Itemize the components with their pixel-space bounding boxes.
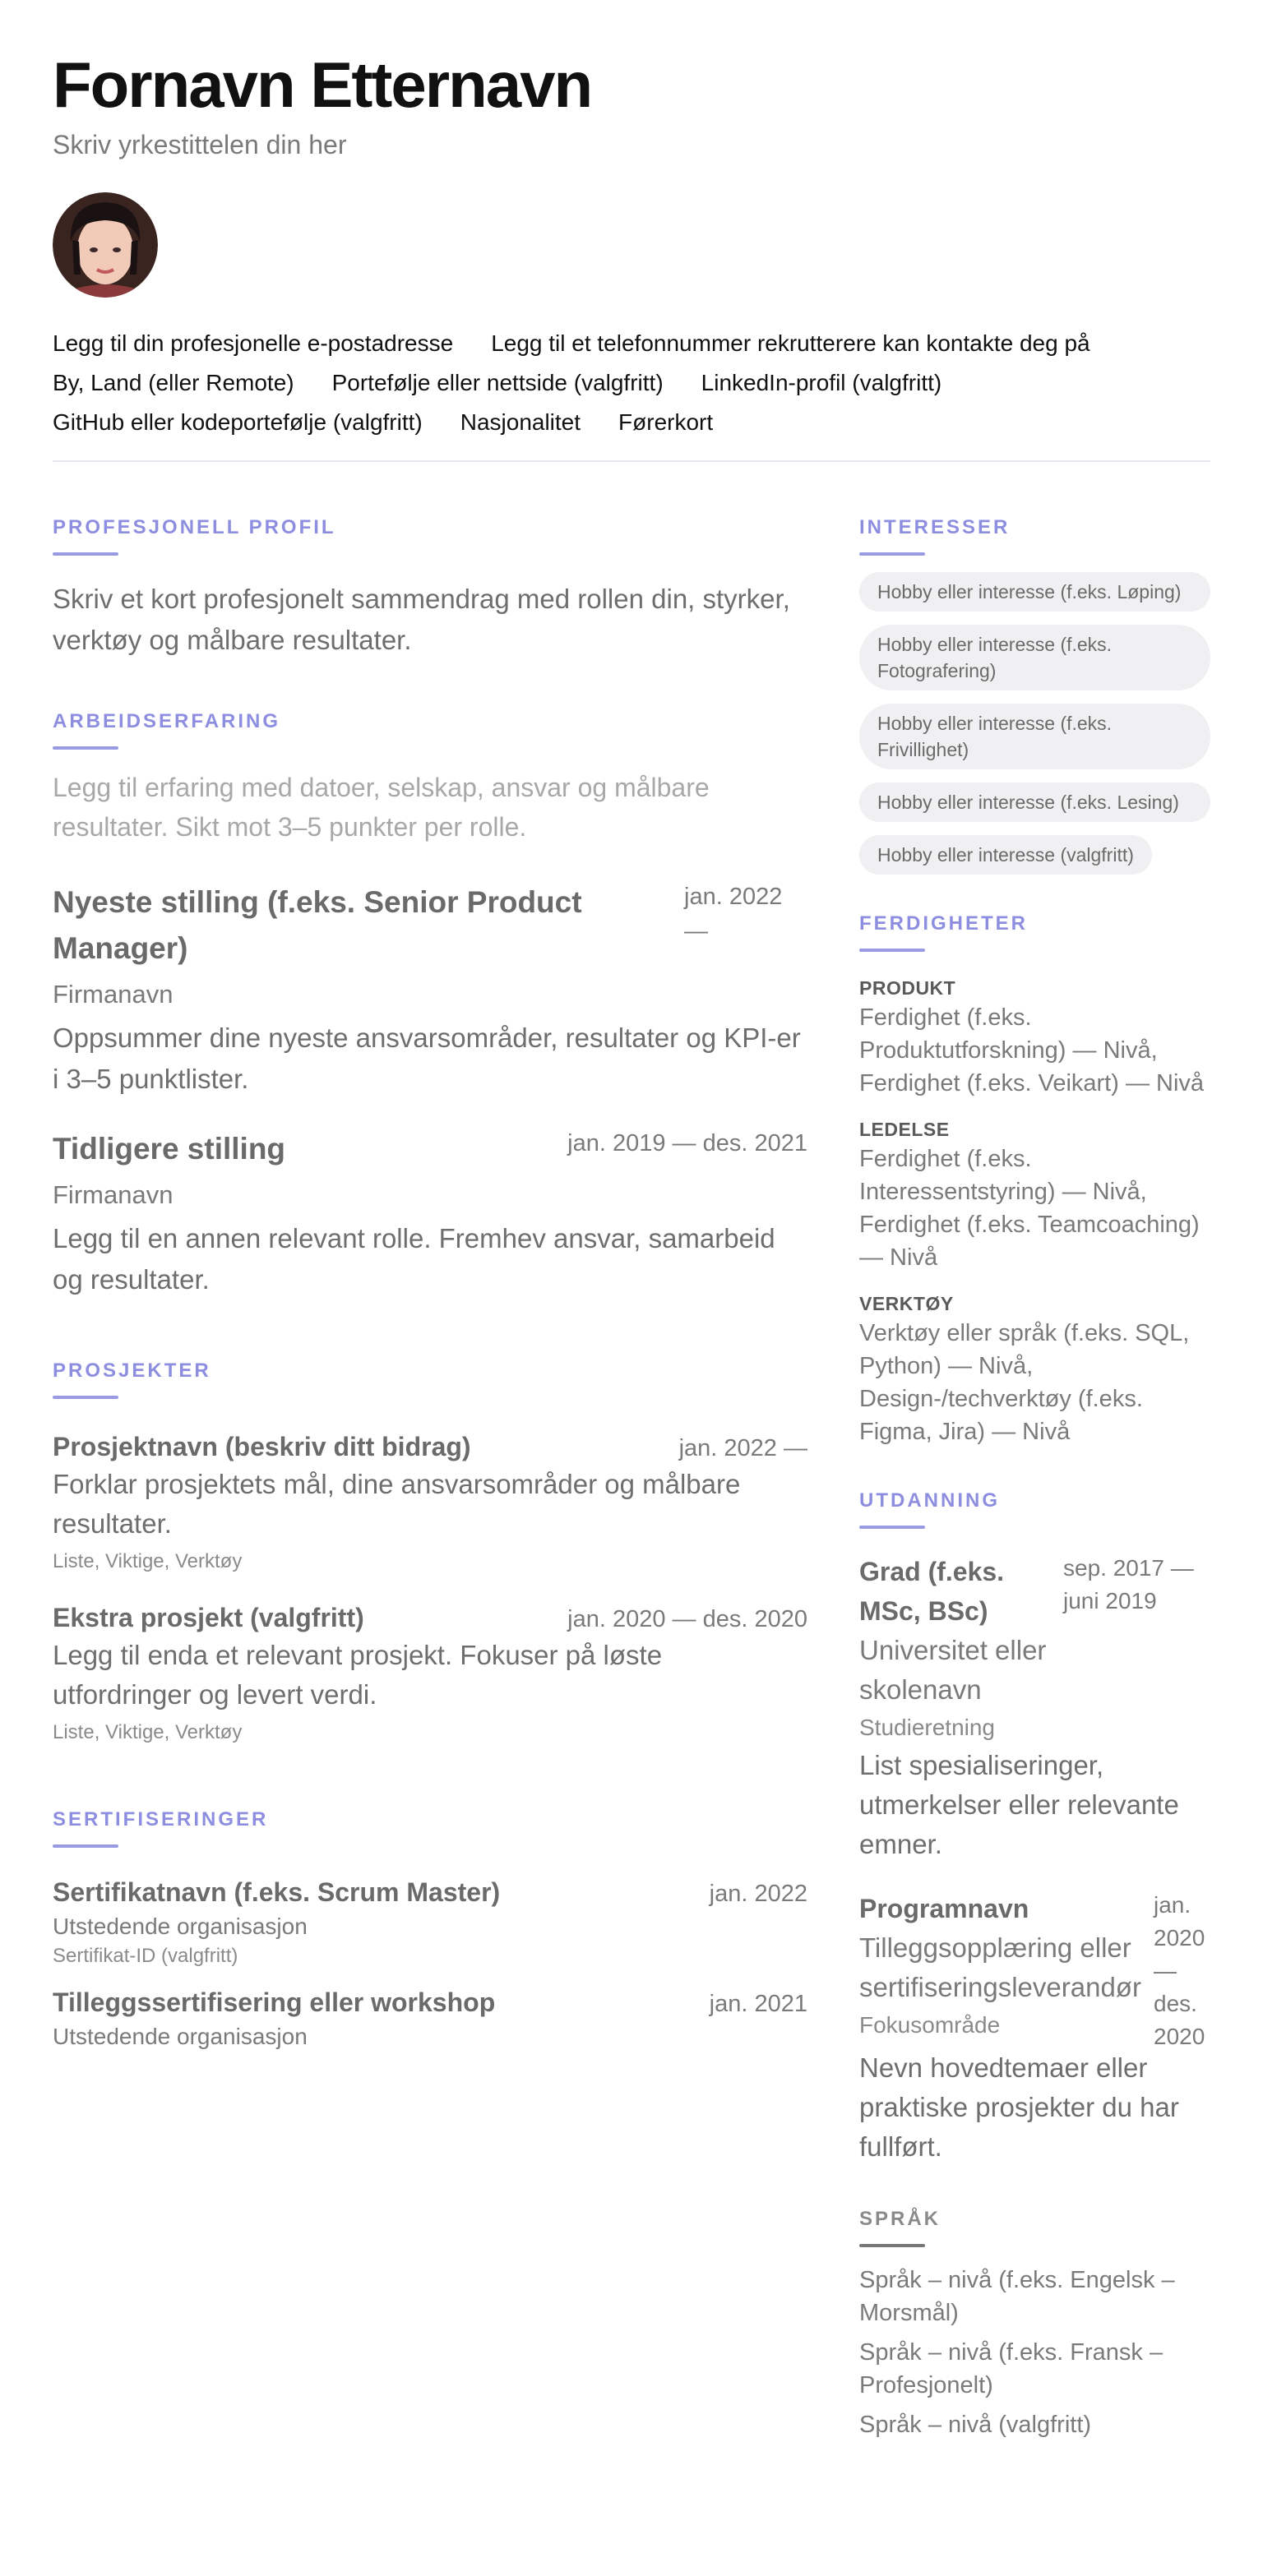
job-company: Firmanavn [53,1180,173,1209]
sidebar-column [859,515,1210,2441]
project-entry [53,1429,807,1577]
contact-row [53,403,1228,442]
interest-chip: Hobby eller interesse (f.eks. Frivillighet) [859,704,1210,769]
project-name: Prosjektnavn (beskriv ditt bidrag) [53,1432,471,1461]
education-description: Nevn hovedtemaer eller praktiske prosjekter du har fullført. [859,2052,1179,2162]
languages-section [859,2206,1210,2441]
certification-name: Sertifikatnavn (f.eks. Scrum Master) [53,1877,501,1907]
job-date: jan. 2019 — des. 2021 [567,1130,807,1156]
contact-location: By, Land (eller Remote) [53,370,294,395]
certification-entry [53,1874,807,1969]
section-rule [53,552,118,556]
main-column [53,515,807,2053]
contact-nationality: Nasjonalitet [460,409,581,435]
header-divider [53,460,1210,462]
contact-row [53,363,1228,403]
skill-group-label: VERKTØY [859,1293,954,1314]
project-date: jan. 2022 — [678,1435,807,1461]
resume-header [53,48,1210,442]
section-rule [53,1844,118,1848]
education-date: jan. 2020 — des. 2020 [1154,1892,1205,2049]
education-date: sep. 2017 — juni 2019 [1063,1555,1194,1613]
contact-email: Legg til din profesjonelle e-postadresse [53,330,454,356]
project-tags: Liste, Viktige, Verktøy [53,1550,243,1572]
contact-phone: Legg til et telefonnummer rekrutterere kan kontakte deg på [491,330,1090,356]
certification-issuer: Utstedende organisasjon [53,2024,308,2049]
skill-group [859,1290,1210,1448]
project-date: jan. 2020 — des. 2020 [567,1606,807,1632]
certification-name: Tilleggssertifisering eller workshop [53,1987,496,2017]
section-title: PROSJEKTER [53,1360,211,1382]
education-field: Studieretning [859,1715,996,1740]
certification-date: jan. 2022 [709,1881,807,1907]
skill-group-text: Verktøy eller språk (f.eks. SQL, Python) — Nivå, Design-/techverktøy (f.eks. Figma, Jira) — Nivå [859,1320,1190,1445]
section-title: FERDIGHETER [859,912,1029,935]
section-title: PROFESJONELL PROFIL [53,516,336,538]
job-entry [53,879,807,1100]
language-item: Språk – nivå (f.eks. Engelsk – Morsmål) [859,2267,1175,2326]
education-school: Universitet eller skolenavn [859,1635,1047,1705]
language-item: Språk – nivå (f.eks. Fransk – Profesjonelt) [859,2339,1164,2398]
profile-summary: Skriv et kort profesjonelt sammendrag med rollen din, styrker, verktøy og målbare resultater. [53,584,790,655]
job-description: Oppsummer dine nyeste ansvarsområder, resultater og KPI-er i 3–5 punktlister. [53,1023,801,1094]
certification-issuer: Utstedende organisasjon [53,1914,308,1939]
candidate-name: Fornavn Etternavn [53,48,592,121]
section-rule [53,1396,118,1399]
section-title: UTDANNING [859,1489,1000,1512]
section-rule [859,552,925,556]
project-description: Forklar prosjektets mål, dine ansvarsområder og målbare resultater. [53,1469,741,1539]
section-title: INTERESSER [859,516,1011,538]
job-role: Tidligere stilling [53,1132,286,1166]
skills-section [859,911,1210,1448]
section-title: ARBEIDSERFARING [53,710,281,732]
project-entry [53,1600,807,1747]
interest-chip: Hobby eller interesse (f.eks. Fotografering) [859,625,1210,690]
job-entry [53,1126,807,1300]
interest-chip: Hobby eller interesse (f.eks. Løping) [859,572,1210,612]
project-name: Ekstra prosjekt (valgfritt) [53,1603,364,1632]
interests-section [859,515,1210,875]
interest-chip: Hobby eller interesse (valgfritt) [859,835,1152,875]
skill-group-label: PRODUKT [859,977,956,999]
experience-hint: Legg til erfaring med datoer, selskap, ansvar og målbare resultater. Sikt mot 3–5 punkter per rolle. [53,773,710,842]
project-description: Legg til enda et relevant prosjekt. Fokuser på løste utfordringer og levert verdi. [53,1640,663,1710]
education-degree: Programnavn [859,1894,1029,1923]
project-tags: Liste, Viktige, Verktøy [53,1721,243,1743]
skill-group-text: Ferdighet (f.eks. Produktutforskning) — Nivå, Ferdighet (f.eks. Veikart) — Nivå [859,1004,1205,1096]
skill-group [859,1116,1210,1274]
contact-portfolio: Portefølje eller nettside (valgfritt) [331,370,664,395]
job-role: Nyeste stilling (f.eks. Senior Product Manager) [53,885,582,965]
education-entry [859,1889,1210,2167]
contact-row [53,324,1228,363]
certifications-section [53,1807,807,2053]
certification-id: Sertifikat-ID (valgfritt) [53,1945,238,1967]
section-rule [859,2244,925,2247]
job-date-start: jan. 2022 [684,884,783,910]
contact-github: GitHub eller kodeportefølje (valgfritt) [53,409,423,435]
experience-section [53,709,807,1300]
interest-chip: Hobby eller interesse (f.eks. Lesing) [859,782,1210,822]
skill-group-label: LEDELSE [859,1119,950,1140]
education-entry [859,1552,1210,1864]
contact-linkedin: LinkedIn-profil (valgfritt) [701,370,942,395]
education-school: Tilleggsopplæring eller sertifiseringsleverandør [859,1932,1141,2002]
profile-section [53,515,807,661]
certification-date: jan. 2021 [709,1991,807,2017]
education-degree: Grad (f.eks. MSc, BSc) [859,1557,1005,1626]
language-item: Språk – nivå (valgfritt) [859,2412,1092,2438]
contact-license: Førerkort [618,409,714,435]
education-section [859,1488,1210,2167]
section-title: SERTIFISERINGER [53,1808,269,1830]
education-description: List spesialiseringer, utmerkelser eller relevante emner. [859,1750,1179,1859]
section-rule [53,746,118,750]
skill-group [859,975,1210,1100]
job-date-end: — [684,918,708,944]
certification-entry [53,1984,807,2053]
job-company: Firmanavn [53,980,173,1009]
contact-list [53,324,1228,442]
projects-section [53,1358,807,1747]
education-field: Fokusområde [859,2012,1001,2038]
section-title: SPRÅK [859,2208,941,2230]
section-rule [859,1526,925,1529]
avatar [53,192,158,298]
job-title: Skriv yrkestittelen din her [53,130,347,159]
job-description: Legg til en annen relevant rolle. Fremhev ansvar, samarbeid og resultater. [53,1223,775,1295]
section-rule [859,949,925,952]
skill-group-text: Ferdighet (f.eks. Interessentstyring) — Nivå, Ferdighet (f.eks. Teamcoaching) — Nivå [859,1146,1200,1271]
